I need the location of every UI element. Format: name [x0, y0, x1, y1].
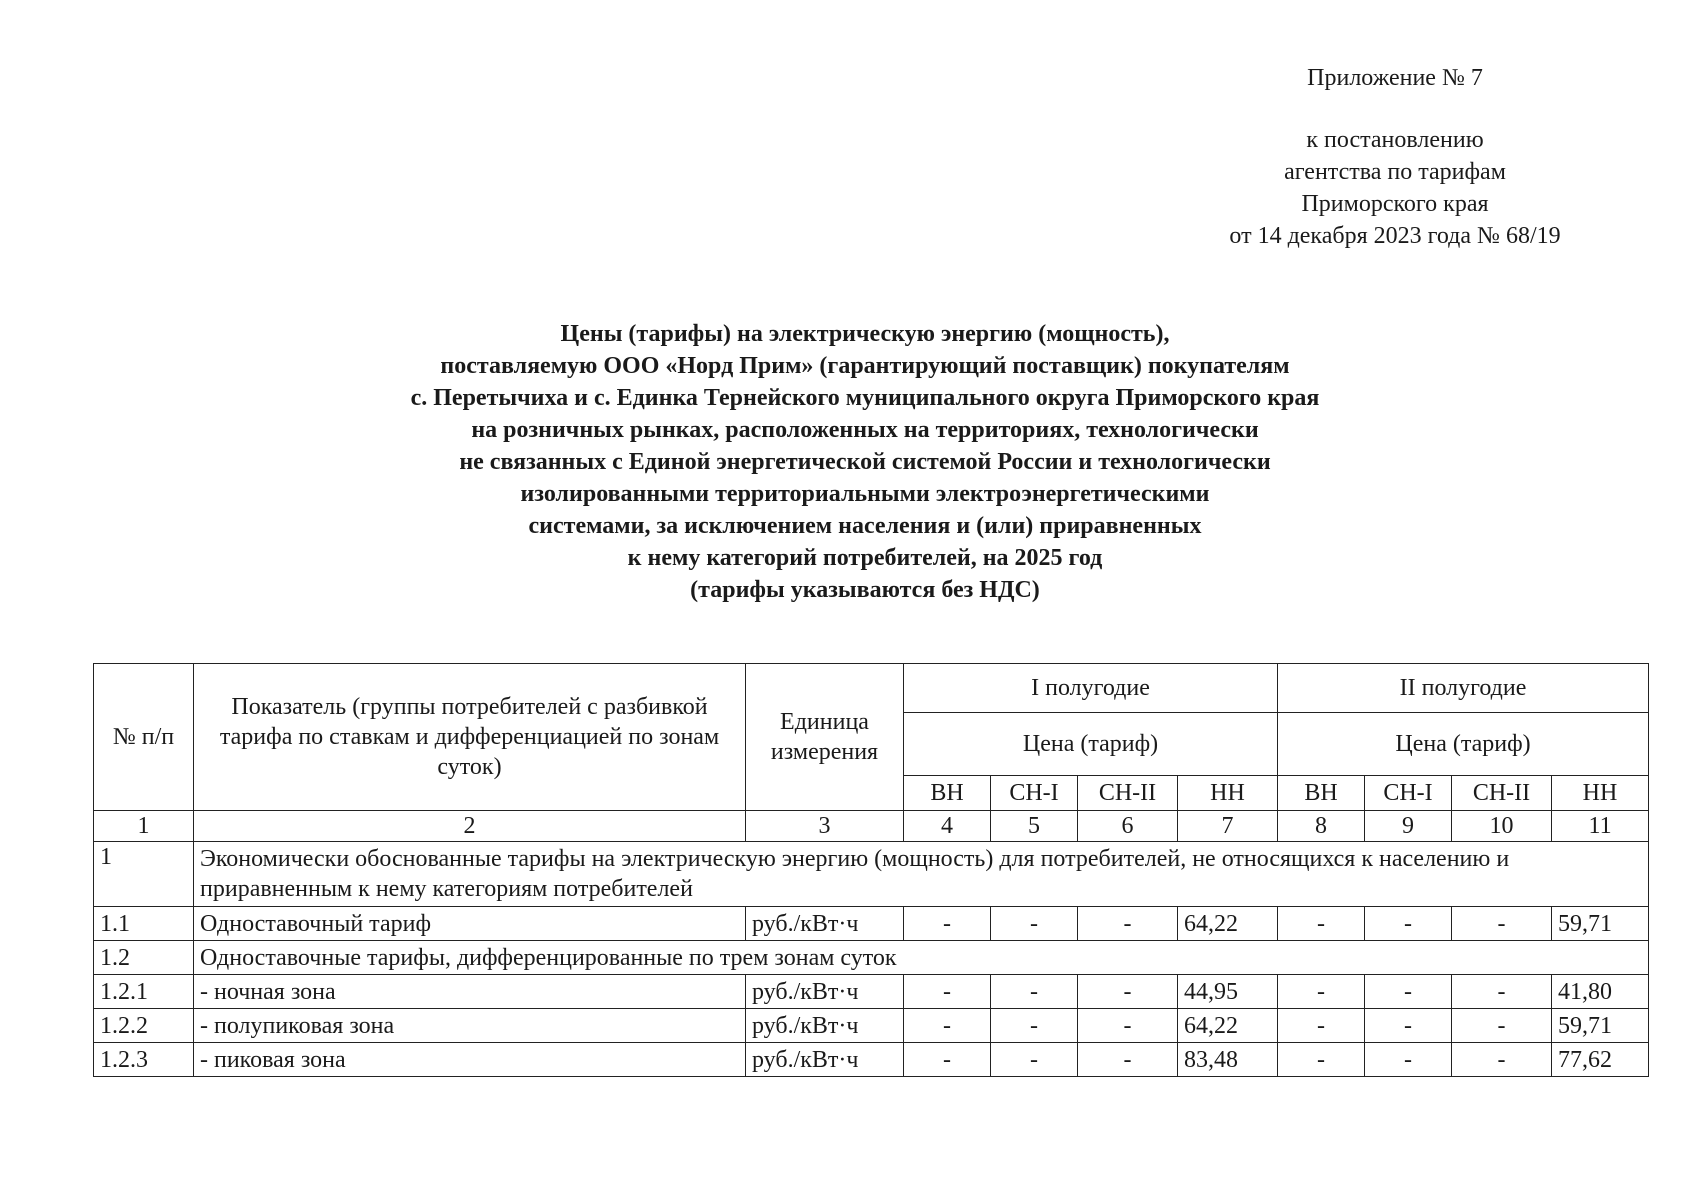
row-value: -: [1452, 975, 1552, 1009]
row-value: -: [991, 1043, 1078, 1077]
row-name: Одноставочные тарифы, дифференцированные по трем зонам суток: [194, 941, 1649, 975]
row-value: -: [1078, 1043, 1178, 1077]
section-row: [94, 842, 1649, 907]
row-name: - ночная зона: [194, 975, 746, 1009]
row-value: -: [904, 1009, 991, 1043]
column-number: 1: [94, 811, 194, 842]
table-row: [94, 1043, 1649, 1077]
row-value: 59,71: [1552, 1009, 1649, 1043]
column-number: 10: [1452, 811, 1552, 842]
row-value: -: [1365, 907, 1452, 941]
row-value: -: [1078, 1009, 1178, 1043]
row-value: -: [991, 1009, 1078, 1043]
appendix-label: Приложение № 7: [1307, 65, 1483, 91]
appendix-line-2: агентства по тарифам: [1284, 159, 1506, 185]
row-value: 41,80: [1552, 975, 1649, 1009]
column-number-row: [94, 811, 1649, 842]
section-text: Экономически обоснованные тарифы на электрическую энергию (мощность) для потребителей, не относящихся к населению и приравненным к нему категориям потребителей: [194, 842, 1649, 907]
title-line: системами, за исключением населения и (или) приравненных: [528, 513, 1202, 539]
row-value: -: [1078, 907, 1178, 941]
title-line: поставляемую ООО «Норд Прим» (гарантирующий поставщик) покупателям: [440, 353, 1290, 379]
appendix-line-1: к постановлению: [1306, 127, 1484, 153]
appendix-line-3: Приморского края: [1301, 191, 1489, 217]
tariff-table: [93, 663, 1649, 1077]
row-num: 1.1: [94, 907, 194, 941]
row-value: -: [904, 975, 991, 1009]
row-name: Одноставочный тариф: [194, 907, 746, 941]
row-unit: руб./кВт·ч: [746, 907, 904, 941]
header-unit: Единица измерения: [746, 664, 904, 811]
row-value: -: [1452, 1009, 1552, 1043]
appendix-line-4: от 14 декабря 2023 года № 68/19: [1229, 223, 1561, 249]
row-value: -: [1365, 1043, 1452, 1077]
header-level: ВН: [904, 776, 991, 811]
row-value: -: [1365, 975, 1452, 1009]
row-value: -: [904, 1043, 991, 1077]
row-value: -: [1278, 975, 1365, 1009]
title-line: Цены (тарифы) на электрическую энергию (мощность),: [560, 321, 1170, 347]
header-level: СН-II: [1078, 776, 1178, 811]
table-row: [94, 975, 1649, 1009]
title-line: с. Перетычиха и с. Единка Тернейского муниципального округа Приморского края: [410, 385, 1320, 411]
row-unit: руб./кВт·ч: [746, 1043, 904, 1077]
column-number: 7: [1178, 811, 1278, 842]
row-value: -: [991, 975, 1078, 1009]
row-num: 1: [94, 842, 194, 907]
row-num: 1.2: [94, 941, 194, 975]
row-value: 64,22: [1178, 907, 1278, 941]
row-name: - пиковая зона: [194, 1043, 746, 1077]
header-num: № п/п: [94, 664, 194, 811]
row-num: 1.2.2: [94, 1009, 194, 1043]
row-value: 77,62: [1552, 1043, 1649, 1077]
table-row: [94, 907, 1649, 941]
header-level: НН: [1552, 776, 1649, 811]
column-number: 9: [1365, 811, 1452, 842]
row-value: -: [1365, 1009, 1452, 1043]
row-value: -: [1278, 1009, 1365, 1043]
row-unit: руб./кВт·ч: [746, 1009, 904, 1043]
row-num: 1.2.1: [94, 975, 194, 1009]
row-num: 1.2.3: [94, 1043, 194, 1077]
row-unit: руб./кВт·ч: [746, 975, 904, 1009]
title-line: на розничных рынках, расположенных на территориях, технологически: [471, 417, 1259, 443]
column-number: 3: [746, 811, 904, 842]
header-level: СН-I: [1365, 776, 1452, 811]
header-price-2: Цена (тариф): [1278, 713, 1649, 776]
table-row: [94, 941, 1649, 975]
row-value: -: [991, 907, 1078, 941]
column-number: 6: [1078, 811, 1178, 842]
header-level: ВН: [1278, 776, 1365, 811]
document-title: [250, 318, 1480, 606]
header-half-1: I полугодие: [904, 664, 1278, 713]
row-value: -: [1452, 1043, 1552, 1077]
header-level: СН-I: [991, 776, 1078, 811]
row-value: -: [904, 907, 991, 941]
column-number: 11: [1552, 811, 1649, 842]
column-number: 8: [1278, 811, 1365, 842]
title-line: (тарифы указываются без НДС): [690, 577, 1040, 603]
appendix-block: [1180, 62, 1610, 252]
row-value: -: [1278, 907, 1365, 941]
header-half-2: II полугодие: [1278, 664, 1649, 713]
row-value: 44,95: [1178, 975, 1278, 1009]
row-value: -: [1078, 975, 1178, 1009]
row-value: 83,48: [1178, 1043, 1278, 1077]
header-level: СН-II: [1452, 776, 1552, 811]
header-price-1: Цена (тариф): [904, 713, 1278, 776]
column-number: 4: [904, 811, 991, 842]
row-value: 59,71: [1552, 907, 1649, 941]
row-name: - полупиковая зона: [194, 1009, 746, 1043]
row-value: -: [1452, 907, 1552, 941]
title-line: к нему категорий потребителей, на 2025 год: [627, 545, 1103, 571]
column-number: 5: [991, 811, 1078, 842]
row-value: -: [1278, 1043, 1365, 1077]
row-value: 64,22: [1178, 1009, 1278, 1043]
title-line: изолированными территориальными электроэнергетическими: [520, 481, 1210, 507]
header-indicator: Показатель (группы потребителей с разбивкой тарифа по ставкам и дифференциацией по зонам суток): [194, 664, 746, 811]
header-level: НН: [1178, 776, 1278, 811]
table-row: [94, 1009, 1649, 1043]
title-line: не связанных с Единой энергетической системой России и технологически: [459, 449, 1271, 475]
column-number: 2: [194, 811, 746, 842]
